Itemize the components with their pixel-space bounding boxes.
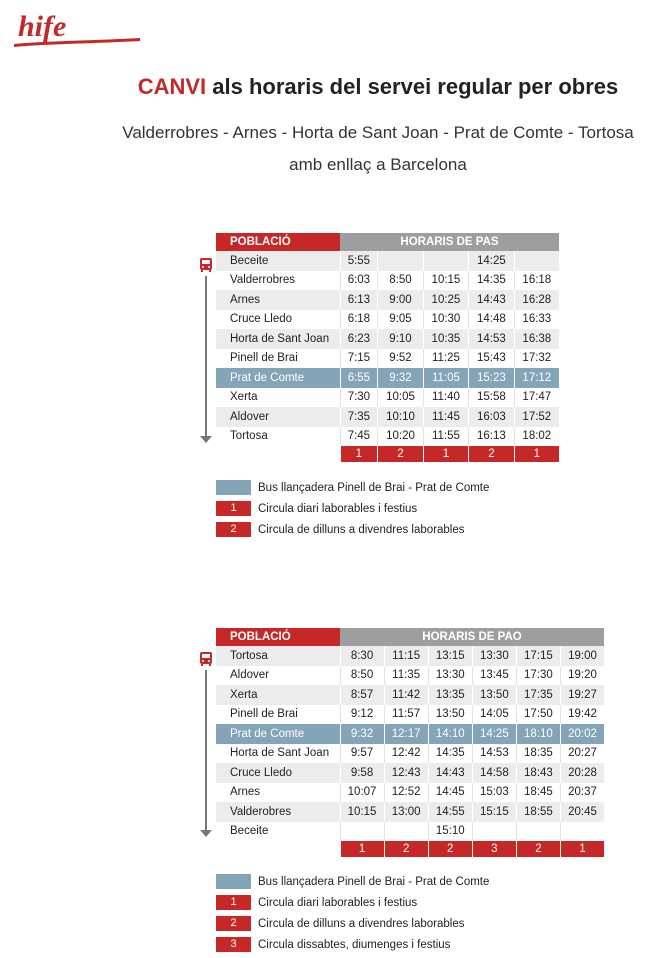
departure-time: 13:50 [472,685,516,705]
departure-time: 18:35 [516,744,560,764]
departure-time: 10:30 [423,310,468,330]
departure-time: 11:35 [384,666,428,686]
departure-time: 17:52 [514,407,559,427]
legend-text: Circula de dilluns a divendres laborables [258,917,465,930]
footnote-marker: 1 [340,446,378,462]
footnote-marker: 2 [428,841,472,857]
table-row [216,310,559,330]
stop-name: Cruce Lledo [216,763,340,783]
logo-text: hife [18,10,67,43]
departure-time: 16:28 [514,290,559,310]
table-row [216,763,604,783]
departure-time: 8:50 [340,666,384,686]
departure-time: 20:37 [560,783,604,803]
table-row [216,290,559,310]
departure-time: 8:57 [340,685,384,705]
departure-time: 16:13 [469,427,514,447]
departure-time: 14:58 [472,763,516,783]
footnote-row [216,446,559,462]
departure-time: 13:50 [428,705,472,725]
departure-time [423,251,468,271]
departure-time: 13:15 [428,646,472,666]
departure-time: 16:33 [514,310,559,330]
legend-item [216,892,489,913]
departure-time: 17:30 [516,666,560,686]
departure-time: 19:00 [560,646,604,666]
departure-time: 15:10 [428,822,472,842]
table-row [216,685,604,705]
departure-time: 7:15 [340,349,378,369]
stop-name: Pinell de Brai [216,349,340,369]
stop-name: Tortosa [216,646,340,666]
departure-time [472,822,516,842]
table-row [216,388,559,408]
departure-time: 18:55 [516,802,560,822]
departure-time: 9:57 [340,744,384,764]
departure-time [378,251,423,271]
legend-swatch: 1 [216,895,251,910]
departure-time: 12:52 [384,783,428,803]
legend-swatch [216,874,251,889]
departure-time: 14:05 [472,705,516,725]
departure-time: 14:43 [469,290,514,310]
departure-time: 7:45 [340,427,378,447]
stop-name: Valderobres [216,802,340,822]
departure-time: 7:35 [340,407,378,427]
departure-time: 20:28 [560,763,604,783]
stop-name: Horta de Sant Joan [216,744,340,764]
stop-name: Horta de Sant Joan [216,329,340,349]
legend-item [216,913,489,934]
departure-time: 6:03 [340,271,378,291]
departure-time: 6:13 [340,290,378,310]
departure-time: 19:27 [560,685,604,705]
stop-name: Cruce Lledo [216,310,340,330]
departure-time: 9:52 [378,349,423,369]
table-row [216,705,604,725]
direction-arrow-icon [200,436,212,443]
departure-time: 9:10 [378,329,423,349]
departure-time: 14:45 [428,783,472,803]
stop-name: Pinell de Brai [216,705,340,725]
departure-time: 11:57 [384,705,428,725]
departure-time [516,822,560,842]
departure-time: 16:18 [514,271,559,291]
legend-item [216,498,489,519]
table-row [216,802,604,822]
departure-time: 13:00 [384,802,428,822]
timetable-return [216,628,604,857]
table-row-highlight [216,724,604,744]
departure-time: 12:43 [384,763,428,783]
departure-time: 15:03 [472,783,516,803]
departure-time: 11:42 [384,685,428,705]
table-row [216,251,559,271]
footnote-marker: 1 [340,841,384,857]
stop-name: Arnes [216,783,340,803]
direction-arrow-icon [200,830,212,837]
times-header: HORARIS DE PAO [340,628,604,646]
departure-time: 20:27 [560,744,604,764]
footnote-spacer [216,446,340,462]
departure-time: 10:07 [340,783,384,803]
departure-time: 8:50 [378,271,423,291]
departure-time: 9:00 [378,290,423,310]
stop-name: Beceite [216,251,340,271]
table-row [216,271,559,291]
departure-time: 14:25 [472,724,516,744]
departure-time: 14:53 [469,329,514,349]
departure-time: 10:25 [423,290,468,310]
departure-time: 14:43 [428,763,472,783]
footnote-spacer [216,841,340,857]
legend-outbound [216,477,489,540]
departure-time: 15:15 [472,802,516,822]
footnote-row [216,841,604,857]
departure-time: 14:55 [428,802,472,822]
departure-time: 19:20 [560,666,604,686]
stop-name: Aldover [216,666,340,686]
departure-time: 18:10 [516,724,560,744]
legend-item [216,871,489,892]
departure-time: 9:32 [378,368,423,388]
departure-time: 15:43 [469,349,514,369]
stop-name: Tortosa [216,427,340,447]
table-row [216,329,559,349]
departure-time: 14:25 [469,251,514,271]
departure-time: 6:23 [340,329,378,349]
stop-name: Xerta [216,388,340,408]
departure-time: 13:30 [472,646,516,666]
title-rest: als horaris del servei regular per obres [206,74,619,99]
departure-time [560,822,604,842]
departure-time: 11:15 [384,646,428,666]
route-connection: amb enllaç a Barcelona [289,155,467,174]
legend-text: Circula diari laborables i festius [258,502,418,515]
departure-time: 20:45 [560,802,604,822]
bus-icon [199,651,213,667]
departure-time: 9:12 [340,705,384,725]
departure-time: 10:15 [340,802,384,822]
legend-swatch: 2 [216,522,251,537]
route-subtitle: Valderrobres - Arnes - Horta de Sant Joan - Prat de Comte - Tortosa [122,123,634,142]
footnote-marker: 1 [514,446,559,462]
departure-time: 17:32 [514,349,559,369]
legend-text: Bus llançadera Pinell de Brai - Prat de Comte [258,875,490,888]
departure-time: 10:15 [423,271,468,291]
departure-time: 17:15 [516,646,560,666]
table-row-highlight [216,368,559,388]
times-header: HORARIS DE PAS [340,233,559,251]
departure-time: 17:47 [514,388,559,408]
table-row [216,349,559,369]
departure-time: 13:30 [428,666,472,686]
table-row [216,666,604,686]
departure-time [514,251,559,271]
departure-time: 9:32 [340,724,384,744]
departure-time: 6:55 [340,368,378,388]
stop-header: POBLACIÓ [216,628,340,646]
footnote-marker: 2 [378,446,423,462]
legend-item [216,934,489,955]
footnote-marker: 2 [469,446,514,462]
departure-time: 17:35 [516,685,560,705]
table-row [216,744,604,764]
stop-name: Valderrobres [216,271,340,291]
legend-swatch: 1 [216,501,251,516]
departure-time: 9:58 [340,763,384,783]
departure-time: 20:02 [560,724,604,744]
stop-name: Beceite [216,822,340,842]
departure-time: 17:12 [514,368,559,388]
bus-icon [199,257,213,273]
departure-time: 14:35 [469,271,514,291]
footnote-marker: 2 [384,841,428,857]
departure-time: 13:45 [472,666,516,686]
hife-logo [12,8,142,50]
table-row [216,427,559,447]
stop-name: Xerta [216,685,340,705]
stop-name: Aldover [216,407,340,427]
departure-time: 11:40 [423,388,468,408]
departure-time: 5:55 [340,251,378,271]
departure-time: 15:23 [469,368,514,388]
legend-text: Circula de dilluns a divendres laborables [258,523,465,536]
departure-time: 8:30 [340,646,384,666]
departure-time [384,822,428,842]
page-title [0,74,658,100]
stop-name: Arnes [216,290,340,310]
departure-time: 18:02 [514,427,559,447]
legend-swatch: 2 [216,916,251,931]
table-row [216,822,604,842]
departure-time: 6:18 [340,310,378,330]
departure-time: 11:05 [423,368,468,388]
departure-time: 10:35 [423,329,468,349]
departure-time: 10:05 [378,388,423,408]
title-accent: CANVI [137,74,207,99]
departure-time: 12:17 [384,724,428,744]
stop-header: POBLACIÓ [216,233,340,251]
departure-time: 16:38 [514,329,559,349]
departure-time: 11:25 [423,349,468,369]
stop-name: Prat de Comte [216,724,340,744]
departure-time: 10:10 [378,407,423,427]
departure-time: 9:05 [378,310,423,330]
departure-time: 14:53 [472,744,516,764]
table-row [216,407,559,427]
departure-time: 10:20 [378,427,423,447]
footnote-marker: 2 [516,841,560,857]
legend-item [216,477,489,498]
legend-text: Circula diari laborables i festius [258,896,418,909]
direction-line [205,276,207,436]
departure-time: 7:30 [340,388,378,408]
departure-time: 14:35 [428,744,472,764]
departure-time [340,822,384,842]
departure-time: 16:03 [469,407,514,427]
legend-swatch [216,480,251,495]
departure-time: 18:43 [516,763,560,783]
departure-time: 11:45 [423,407,468,427]
departure-time: 19:42 [560,705,604,725]
legend-return [216,871,489,955]
departure-time: 14:48 [469,310,514,330]
legend-text: Circula dissabtes, diumenges i festius [258,938,451,951]
departure-time: 14:10 [428,724,472,744]
legend-swatch: 3 [216,937,251,952]
departure-time: 12:42 [384,744,428,764]
direction-line [205,670,207,830]
table-row [216,783,604,803]
departure-time: 17:50 [516,705,560,725]
legend-text: Bus llançadera Pinell de Brai - Prat de Comte [258,481,490,494]
departure-time: 18:45 [516,783,560,803]
timetable-outbound [216,233,559,462]
departure-time: 15:58 [469,388,514,408]
footnote-marker: 1 [560,841,604,857]
stop-name: Prat de Comte [216,368,340,388]
footnote-marker: 3 [472,841,516,857]
footnote-marker: 1 [423,446,468,462]
table-row [216,646,604,666]
departure-time: 11:55 [423,427,468,447]
departure-time: 13:35 [428,685,472,705]
legend-item [216,519,489,540]
